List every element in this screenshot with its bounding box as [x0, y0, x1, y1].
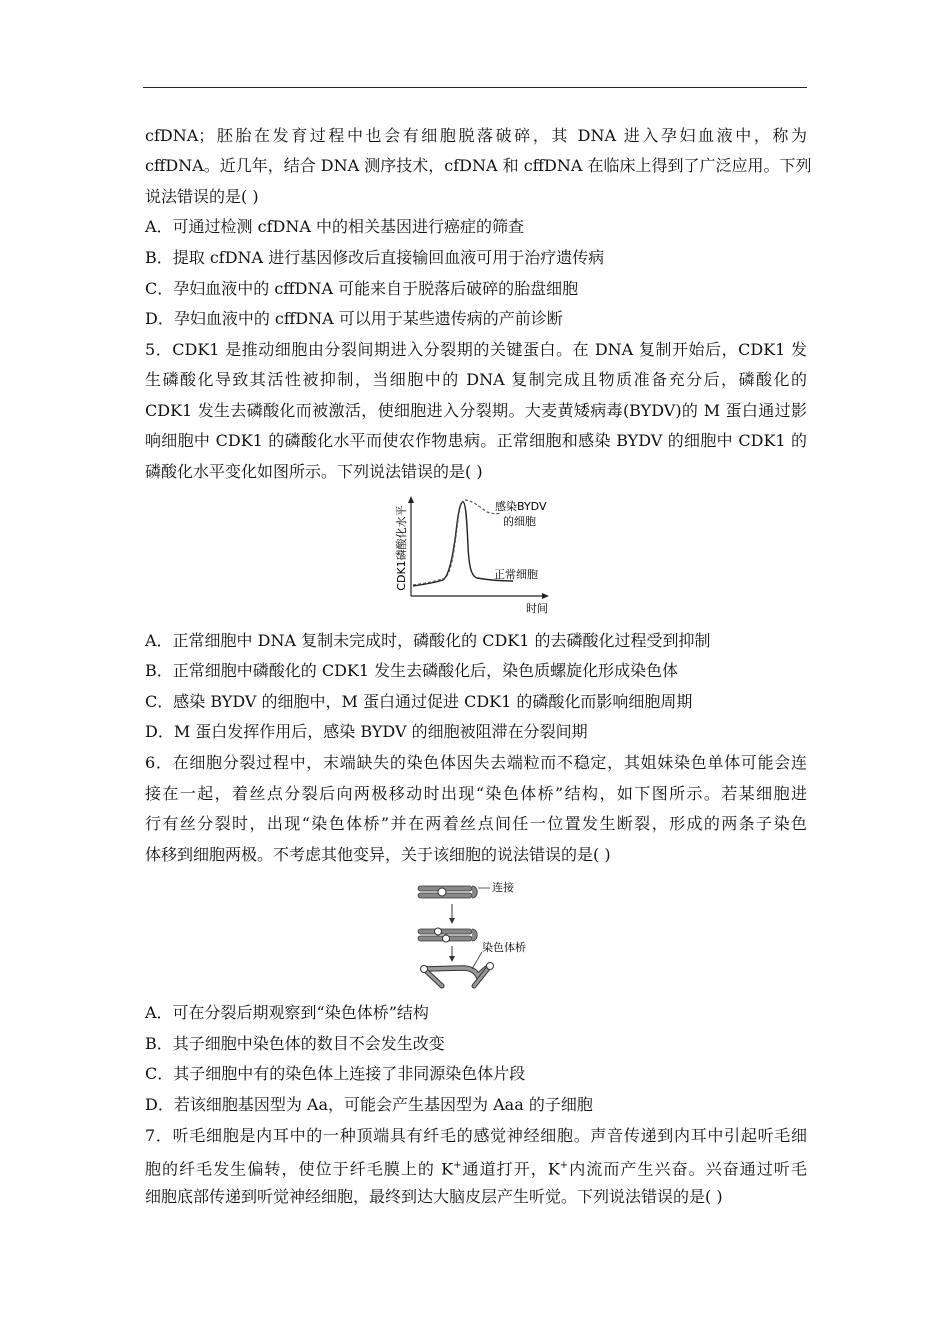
k-plus-sup-1: +: [453, 1160, 462, 1171]
q7-line-2-mid: 通道打开，K: [461, 1159, 560, 1179]
q6-line-1: 6．在细胞分裂过程中，末端缺失的染色体因失去端粒而不稳定，其姐妹染色单体可能会连: [145, 753, 807, 772]
q5-option-d: D．M 蛋白发挥作用后，感染 BYDV 的细胞被阻滞在分裂间期: [145, 722, 588, 741]
arrow-1-head: [449, 918, 455, 924]
q4-option-c: C．孕妇血液中的 cffDNA 可能来自于脱落后破碎的胎盘细胞: [145, 279, 579, 298]
q7-line-2-pre: 胞的纤毛发生偏转，使位于纤毛膜上的 K: [145, 1159, 454, 1179]
q6-option-c: C．其子细胞中有的染色体上连接了非同源染色体片段: [145, 1064, 526, 1083]
q5-line-2: 生磷酸化导致其活性被抑制，当细胞中的 DNA 复制完成且物质准备充分后，磷酸化的: [145, 370, 807, 389]
joined-chromatids: [418, 886, 477, 898]
q6-line-2: 接在一起，着丝点分裂后向两极移动时出现“染色体桥”结构，如下图所示。若某细胞进: [145, 784, 807, 803]
q5-line-3: CDK1 发生去磷酸化而被激活，使细胞进入分裂期。大麦黄矮病毒(BYDV)的 M 蛋白通过影: [145, 401, 807, 420]
q6-line-3: 行有丝分裂时，出现“染色体桥”并在两着丝点间任一位置发生断裂，形成的两条子染色: [145, 814, 807, 833]
x-axis-label: 时间: [526, 602, 548, 615]
q5-option-a: A．正常细胞中 DNA 复制未完成时，磷酸化的 CDK1 的去磷酸化过程受到抑制: [145, 631, 711, 650]
q5-option-b: B．正常细胞中磷酸化的 CDK1 发生去磷酸化后，染色质螺旋化形成染色体: [145, 661, 679, 680]
chromosome-bridge: [421, 963, 494, 987]
infected-cell-curve: [413, 500, 501, 585]
x-axis-arrow: [542, 593, 549, 599]
normal-label: 正常细胞: [494, 568, 538, 581]
k-plus-sup-2: +: [559, 1160, 569, 1171]
label-connect: 连接: [492, 881, 514, 894]
q6-option-b: B．其子细胞中染色体的数目不会发生改变: [145, 1034, 445, 1053]
header-rule: [143, 87, 807, 88]
y-axis-label: CDK1磷酸化水平: [395, 505, 408, 591]
q6-option-d: D．若该细胞基因型为 Aa，可能会产生基因型为 Aaa 的子细胞: [145, 1095, 593, 1114]
infected-label-1: 感染BYDV: [495, 500, 547, 513]
q4-line-1: cfDNA；胚胎在发育过程中也会有细胞脱落破碎，其 DNA 进入孕妇血液中，称为: [145, 126, 807, 145]
q5-line-1: 5．CDK1 是推动细胞由分裂间期进入分裂期的关键蛋白。在 DNA 复制开始后，CDK1 发: [145, 340, 807, 359]
q4-line-2: cffDNA。近几年，结合 DNA 测序技术，cfDNA 和 cffDNA 在临床上得到了广泛应用。下列: [145, 156, 812, 175]
bridge-pointer: [472, 952, 482, 969]
q7-line-1: 7．听毛细胞是内耳中的一种顶端具有纤毛的感觉神经细胞。声音传递到内耳中引起听毛细: [145, 1126, 807, 1145]
q5-option-c: C．感染 BYDV 的细胞中，M 蛋白通过促进 CDK1 的磷酸化而影响细胞周期: [145, 692, 693, 711]
q7-line-2: [145, 1156, 807, 1179]
arrow-2-head: [449, 956, 455, 962]
q6-option-a: A．可在分裂后期观察到“染色体桥”结构: [145, 1003, 429, 1022]
splitting-chromatids: [418, 928, 477, 942]
q4-option-a: A．可通过检测 cfDNA 中的相关基因进行癌症的筛查: [145, 217, 524, 236]
q5-line-5: 磷酸化水平变化如图所示。下列说法错误的是( ): [145, 462, 483, 481]
chromosome-bridge-figure: [412, 876, 542, 994]
infected-label-2: 的细胞: [503, 515, 536, 528]
y-axis-arrow: [408, 496, 414, 503]
q4-option-d: D．孕妇血液中的 cffDNA 可以用于某些遗传病的产前诊断: [145, 309, 563, 328]
cdk1-chart: [393, 494, 563, 619]
q6-line-4: 体移到细胞两极。不考虑其他变异，关于该细胞的说法错误的是( ): [145, 845, 611, 864]
q7-line-2-post: 内流而产生兴奋。兴奋通过听毛: [568, 1159, 807, 1179]
q5-line-4: 响细胞中 CDK1 的磷酸化水平而使农作物患病。正常细胞和感染 BYDV 的细胞中 CDK1 的: [145, 431, 807, 450]
q4-line-3: 说法错误的是( ): [145, 187, 259, 206]
q7-line-3: 细胞底部传递到听觉神经细胞，最终到达大脑皮层产生听觉。下列说法错误的是( ): [145, 1187, 723, 1206]
label-bridge: 染色体桥: [482, 941, 526, 954]
q4-option-b: B．提取 cfDNA 进行基因修改后直接输回血液可用于治疗遗传病: [145, 248, 605, 267]
